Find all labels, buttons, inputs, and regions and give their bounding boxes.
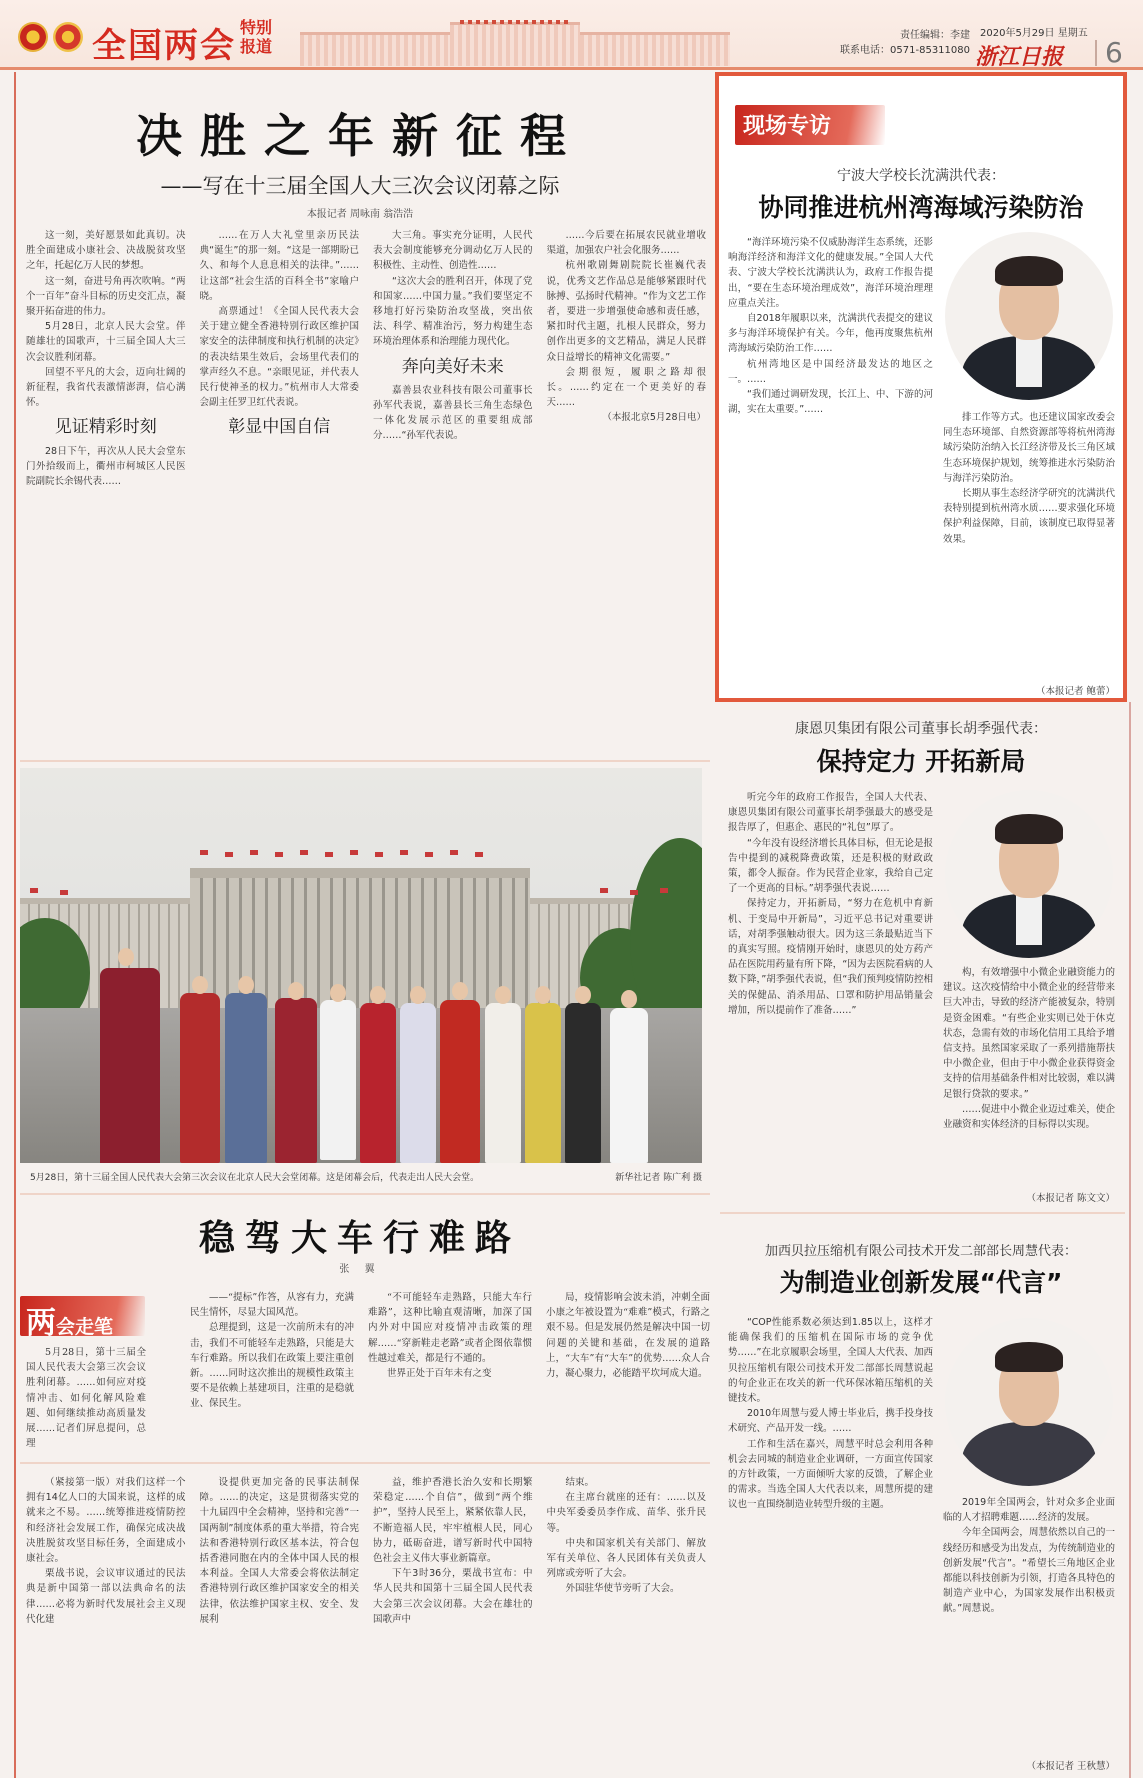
article-column <box>190 1290 354 1455</box>
paragraph: ……今后要在拓展农民就业增收渠道，加强农户社会化服务…… <box>546 230 706 257</box>
story1-body-left <box>728 235 933 695</box>
story1-credit: （本报记者 鲍蕾） <box>1035 686 1115 697</box>
contact-phone: 联系电话：0571-85311080 <box>840 45 970 56</box>
essay-byline: 张 翼 <box>339 1264 381 1275</box>
paragraph: 下午3时36分，栗战书宣布：中华人民共和国第十三届全国人民代表大会第三次会议闭幕。大会在雄壮的国歌声中 <box>373 1568 533 1625</box>
column-tag <box>20 1296 145 1341</box>
paragraph: 嘉善县农业科技有限公司董事长孙军代表说，嘉善县长三角生态绿色一体化发展示范区的重要组成部分……“孙军代表说。 <box>373 384 533 442</box>
story2-body-right <box>943 965 1115 1175</box>
paragraph: “今年没有设经济增长具体目标，但无论是报告中提到的减税降费政策，还是积极的财政政策，都令人振奋。作为民营企业家，我给自己定了一个更高的目标。”胡季强代表说…… <box>728 837 933 895</box>
section-heading: 奔向美好未来 <box>401 356 504 377</box>
paragraph: 构，有效增强中小微企业融资能力的建议。这次疫情给中小微企业的经营带来巨大冲击，导致的经济产能被复杂，特别是资金困难。“有些企业实则已处于休克状态，急需有效的市场化信用工具给予增信支持。虽然国家采取了一系列措施帮扶中小微企业，但由于中小微企业获得资金支持的信用基础条件相对比较弱，难以满足银行贷款的要求。” <box>943 967 1115 1100</box>
article-column <box>728 235 933 695</box>
tag-rest: 会走笔 <box>56 1316 114 1338</box>
story3-kicker: 加西贝拉压缩机有限公司技术开发二部部长周慧代表： <box>764 1244 1077 1259</box>
essay-body-columns <box>190 1290 710 1455</box>
essay-headline: 稳驾大车行难路 <box>198 1218 521 1259</box>
story3-title: 为制造业创新发展“代言” <box>779 1268 1063 1297</box>
story2-credit: （本报记者 陈文文） <box>1026 1193 1115 1204</box>
paragraph: 这一刻，美好愿景如此真切。决胜全面建成小康社会、决战脱贫攻坚之年，托起亿万人民的梦想。 <box>26 230 186 272</box>
paragraph: 设提供更加完备的民事法制保障。……的决定，这是贯彻落实党的十九届四中全会精神，坚持和完善“一国两制”制度体系的重大举措，符合宪法和香港特别行政区基本法，符合包括香港同胞在内的全体中国人民的根本利益。全国人大常委会将依法制定香港特别行政区维护国家安全的相关法律，依法维护国家主权、安全、发展利 <box>199 1477 359 1625</box>
paragraph: 高票通过！《全国人民代表大会关于建立健全香港特别行政区维护国家安全的法律制度和执行机制的决定》的表决结果生效后，会场里代表们的掌声经久不息。“亲眼见证，并代表人民行使神圣的权力。”杭州市人大常委会副主任罗卫红代表说。 <box>199 306 359 409</box>
section-divider <box>720 1212 1125 1214</box>
photo-credit: 新华社记者 陈广利 摄 <box>615 1173 702 1183</box>
paragraph: 长期从事生态经济学研究的沈满洪代表特别提到杭州湾水质……要求强化环境保护利益保障，目前，该制度已取得显著效果。 <box>943 488 1115 545</box>
paragraph: “海洋环境污染不仅威胁海洋生态系统，还影响海洋经济和海洋文化的健康发展。”全国人大代表、宁波大学校长沈满洪认为，政府工作报告提出，“要在生态环境治理成效”，海洋环境治理理应重点关注。 <box>728 237 933 309</box>
article-column <box>373 228 533 758</box>
page-number: 6 <box>1105 36 1123 69</box>
article-column <box>728 790 933 1190</box>
main-subheadline: ——写在十三届全国人大三次会议闭幕之际 <box>160 174 560 198</box>
story1-kicker: 宁波大学校长沈满洪代表： <box>837 168 1005 184</box>
paragraph: 结束。 <box>565 1477 595 1488</box>
article-column <box>728 1315 933 1770</box>
article-column <box>200 228 360 758</box>
portrait-shen-manhong <box>945 232 1113 400</box>
section-divider <box>20 1193 710 1195</box>
paragraph: 5月28日，第十三届全国人民代表大会第三次会议胜利闭幕。……如何应对疫情冲击、如何化解风险难题、如何继续推动高质量发展……记者们屏息提问，总理 <box>26 1347 146 1450</box>
special-report-label: 特别报道 <box>240 18 273 56</box>
left-border-rule <box>14 72 16 1778</box>
essay-body <box>26 1345 146 1455</box>
photo-caption <box>30 1170 702 1183</box>
issue-date: 2020年5月29日 星期五 <box>980 28 1088 39</box>
paragraph: “这次大会的胜利召开，体现了党和国家……中国力量。”我们要坚定不移地打好污染防治攻坚战，突出依法、科学、精准治污，努力构建生态环境治理体系和治理能力现代化。 <box>373 275 533 348</box>
section-divider <box>20 760 710 762</box>
interview-tag <box>735 105 885 145</box>
section-divider <box>20 1462 710 1464</box>
interview-tag-label: 现场专访 <box>743 114 832 139</box>
paragraph: （紧接第一版）对我们这样一个拥有14亿人口的大国来说，这样的成就来之不易。……统筹推进疫情防控和经济社会发展工作，确保完成决战决胜脱贫攻坚目标任务，全面建成小康社会。 <box>26 1477 186 1565</box>
paragraph: 听完今年的政府工作报告，全国人大代表、康恩贝集团有限公司董事长胡季强最大的感受是报告厚了，但惠企、惠民的“礼包”厚了。 <box>728 792 933 834</box>
story3-credit: （本报记者 王秋慧） <box>1026 1761 1115 1772</box>
article-column <box>368 1290 532 1455</box>
paragraph: 这一刻，奋进号角再次吹响。“两个一百年”奋斗目标的历史交汇点，凝聚开拓奋进的伟力。 <box>26 275 186 318</box>
paragraph: “COP性能系数必须达到1.85以上，这样才能确保我们的压缩机在国际市场的竞争优势……”在北京履职会场里，全国人大代表、加西贝拉压缩机有限公司技术开发二部部长周慧说起的句企业正在攻关的新一代环保冰箱压缩机的关键技术。 <box>728 1317 933 1405</box>
article-column <box>26 228 186 758</box>
paragraph: 2010年周慧与爱人博士毕业后，携手投身技术研究、产品开发一线。…… <box>728 1408 933 1435</box>
story3-body-right <box>943 1495 1115 1750</box>
paragraph: 5月28日，北京人民大会堂。伴随雄壮的国歌声，十三届全国人大三次会议胜利闭幕。 <box>26 321 186 363</box>
paragraph: ……在万人大礼堂里亲历民法典“诞生”的那一刻。“这是一部期盼已久、和每个人息息相关的法律。”……让这部“社会生活的百科全书”家喻户晓。 <box>199 230 359 302</box>
paragraph: ……促进中小微企业迈过难关，使企业融资和实体经济的目标得以实现。 <box>943 1103 1115 1131</box>
paragraph: 工作和生活在嘉兴，周慧平时总会利用各种机会去同城的制造业企业调研，一方面宣传国家的方针政策，一方面倾听大家的反馈，了解企业的需求。当选全国人大代表以来，周慧所提的建议也一直围绕制造业转型升级的主题。 <box>728 1438 933 1511</box>
paragraph: “我们通过调研发现，长江上、中、下游的河湖，实在太重要。”…… <box>728 389 933 416</box>
national-emblem-icon <box>18 22 48 52</box>
cppcc-emblem-icon <box>53 22 83 52</box>
article-column <box>547 1475 707 1775</box>
paragraph: 中央和国家机关有关部门、解放军有关单位、各人民团体有关负责人列席或旁听了大会。 <box>546 1537 706 1580</box>
masthead <box>0 0 1143 70</box>
paragraph: 在主席台就座的还有：……以及中央军委委员李作成、苗华、张升民等。 <box>546 1492 706 1534</box>
paragraph: 栗战书说，会议审议通过的民法典是新中国第一部以法典命名的法律……必将为新时代发展社会主义现代化建 <box>26 1568 186 1625</box>
article-column <box>547 228 707 758</box>
main-headline: 决胜之年新征程 <box>136 109 584 163</box>
paragraph: 大三角。事实充分证明，人民代表大会制度能够充分调动亿万人民的积极性、主动性、创造性…… <box>373 230 533 272</box>
section-heading: 见证精彩时刻 <box>54 417 157 438</box>
portrait-hu-jiqiang <box>945 790 1113 958</box>
story1-body-right <box>943 410 1115 680</box>
paragraph: 世界正处于百年未有之变 <box>387 1368 492 1380</box>
dateline: （本报北京5月28日电） <box>602 412 706 424</box>
paragraph: ——“提标”作答，从容有力，充满民生情怀，尽显大国风范。 <box>190 1292 354 1319</box>
story2-title: 保持定力 开拓新局 <box>816 747 1026 776</box>
paragraph: 今年全国两会，周慧依然以自己的一线经历和感受为出发点，为传统制造业的创新发展“代言”。“希望长三角地区企业都能以科技创新为引领，打造各具特色的制造产业中心，为国家发展作出积极贡献。”周慧说。 <box>943 1527 1115 1615</box>
story3-body-left <box>728 1315 933 1770</box>
main-byline: 本报记者 周咏南 翁浩浩 <box>306 209 414 220</box>
story2-body-left <box>728 790 933 1190</box>
paragraph: 2019年全国两会，针对众多企业面临的人才招聘难题……经济的发展。 <box>943 1497 1115 1524</box>
story1-title: 协同推进杭州湾海域污染防治 <box>758 193 1084 222</box>
article-column <box>26 1475 186 1775</box>
section-title: 全国两会 <box>92 26 236 66</box>
article-column <box>200 1475 360 1775</box>
main-article-body <box>26 228 706 758</box>
paragraph: 回望不平凡的大会，迈向壮阔的新征程，我省代表激情澎湃，信心满怀。 <box>26 366 186 409</box>
paragraph: 总理提到，这是一次前所未有的冲击，我们不可能轻车走熟路，只能是大车行难路。所以我们在政策上要注重创新。……同时这次推出的规模性政策主要不是依赖上基建项目，注重的是稳就业、保民生。 <box>190 1322 354 1410</box>
paragraph: 杭州歌剧舞剧院院长崔巍代表说，优秀文艺作品总是能够紧跟时代脉搏、弘扬时代精神。“作为文艺工作者，要进一步增强使命感和责任感，紧扣时代主题，扎根人民群众，努力创作出更多的文艺精品，满足人民群众日益增长的精神文化需要。” <box>546 260 706 363</box>
masthead-divider <box>1095 40 1097 66</box>
section-heading: 彰显中国自信 <box>228 417 331 438</box>
paragraph: 会期很短，履职之路却很长。……约定在一个更美好的春天…… <box>546 366 706 409</box>
paragraph: 自2018年履职以来，沈满洪代表提交的建议多与海洋环境保护有关。今年，他再度聚焦杭州湾海域污染防治工作…… <box>728 313 933 355</box>
tag-big-char: 两 <box>26 1306 56 1341</box>
article-column <box>943 1495 1115 1750</box>
paragraph: 外国驻华使节旁听了大会。 <box>565 1583 680 1595</box>
paragraph: “不可能轻车走熟路，只能大车行难路”，这种比喻直观清晰，加深了国内外对中国应对疫情冲击政策的理解……“穿新鞋走老路”或者企图依靠惯性越过难关，都是行不通的。 <box>368 1292 532 1364</box>
paragraph: 排工作等方式。也还建议国家改委会同生态环境部、自然资源部等将杭州湾海域污染防治纳入长江经济带及长三角区域生态环境保护规划，统筹推进水污染防治与海洋污染防治。 <box>943 412 1115 484</box>
caption-text: 5月28日，第十三届全国人民代表大会第三次会议在北京人民大会堂闭幕。这是闭幕会后，代表走出人民大会堂。 <box>30 1173 480 1183</box>
portrait-zhou-hui <box>945 1318 1113 1486</box>
story2-kicker: 康恩贝集团有限公司董事长胡季强代表： <box>795 721 1047 737</box>
paragraph: 杭州湾地区是中国经济最发达的地区之一。…… <box>728 358 933 385</box>
editor-name: 责任编辑：李建 <box>900 30 970 41</box>
article-column <box>943 410 1115 680</box>
article-column <box>26 1345 146 1455</box>
continuation-body <box>26 1475 706 1775</box>
article-column <box>546 1290 710 1455</box>
article-column <box>943 965 1115 1175</box>
paper-name-logo: 浙江日报 <box>975 44 1064 70</box>
paragraph: 益，维护香港长治久安和长期繁荣稳定……个自信”，做到“两个维护”，坚持人民至上，紧紧依靠人民，不断造福人民，牢牢植根人民，同心协力，砥砺奋进，谱写新时代中国特色社会主义伟大事业新篇章。 <box>373 1477 533 1565</box>
article-column <box>373 1475 533 1775</box>
news-photo <box>20 768 702 1163</box>
great-hall-illustration <box>300 18 730 66</box>
right-border-rule <box>1129 702 1131 1778</box>
paragraph: 保持定力，开拓新局，“努力在危机中育新机、于变局中开新局”，习近平总书记对重要讲话，对胡季强触动很大。因为这三条最贴近当下的真实写照。疫情刚开始时，康恩贝的处方药产品在医院用药量有所下降，“因为去医院看病的人数下降，”胡季强代表说，但“我们预判疫情防控相关的保健品、消杀用品、口罩和防护用品销量会增加，所以提前作了准备……” <box>728 898 933 1016</box>
paragraph: 局，疫情影响会波未消，冲刺全面小康之年被设置为“难难”模式，行路之艰不易。但是发展仍然是解决中国一切问题的关键和基础，在发展的道路上，“大车”有“大车”的优势……众人合力，凝心聚力，必能踏平坎坷成大道。 <box>546 1292 710 1380</box>
paragraph: 28日下午，再次从人民大会堂东门外拾级而上，衢州市柯城区人民医院副院长余锡代表…… <box>26 445 186 488</box>
editor-info <box>800 28 970 58</box>
